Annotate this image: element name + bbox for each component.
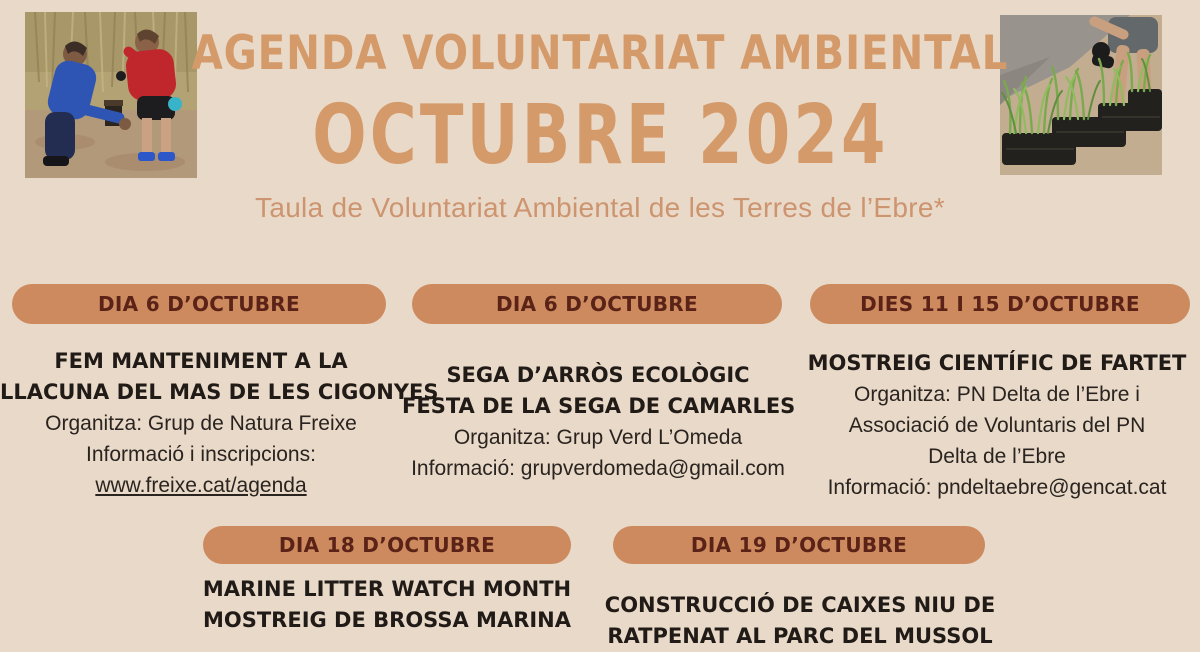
- event-title: MOSTREIG DE BROSSA MARINA: [202, 608, 572, 632]
- event-info: Informació i inscripcions:: [86, 443, 316, 466]
- event-organizer: Organitza: PN Delta de l’Ebre i: [854, 383, 1140, 406]
- event-organizer: Organitza: Grup Verd L’Omeda: [453, 426, 743, 449]
- event-title: SEGA D’ARRÒS ECOLÒGIC: [446, 363, 750, 387]
- date-badge-oct6-mid: DIA 6 D’OCTUBRE: [412, 284, 782, 324]
- event-title: FEM MANTENIMENT A LA: [54, 349, 348, 373]
- event-info: Informació: pndeltaebre@gencat.cat: [827, 476, 1167, 499]
- event-title: MOSTREIG CIENTÍFIC DE FARTET: [807, 351, 1187, 375]
- poster-month-title: OCTUBRE 2024: [311, 88, 889, 183]
- event-title: MARINE LITTER WATCH MONTH: [202, 577, 572, 601]
- date-badge-oct6-left: DIA 6 D’OCTUBRE: [12, 284, 386, 324]
- event-sega-arros: [402, 360, 794, 484]
- event-link[interactable]: www.freixe.cat/agenda: [95, 474, 307, 497]
- date-badge-oct18: DIA 18 D’OCTUBRE: [203, 526, 571, 564]
- date-badge-oct11-15: DIES 11 I 15 D’OCTUBRE: [810, 284, 1190, 324]
- event-marine-litter: [187, 574, 587, 636]
- poster-title: AGENDA VOLUNTARIAT AMBIENTAL: [191, 26, 1009, 81]
- event-organizer: Organitza: Grup de Natura Freixe: [45, 412, 357, 435]
- poster-subtitle: Taula de Voluntariat Ambiental de les Terres de l’Ebre*: [255, 192, 945, 223]
- event-organizer: Delta de l’Ebre: [928, 445, 1066, 468]
- event-info: Informació: grupverdomeda@gmail.com: [411, 457, 785, 480]
- event-title: LLACUNA DEL MAS DE LES CIGONYES: [0, 380, 439, 404]
- event-organizer: Associació de Voluntaris del PN: [848, 414, 1146, 437]
- event-title: FESTA DE LA SEGA DE CAMARLES: [402, 394, 796, 418]
- event-title: CONSTRUCCIÓ DE CAIXES NIU DE: [604, 593, 996, 617]
- event-fartet: [798, 348, 1196, 503]
- event-freixe: [0, 346, 439, 501]
- event-title: RATPENAT AL PARC DEL MUSSOL: [607, 624, 993, 648]
- date-badge-oct19: DIA 19 D’OCTUBRE: [613, 526, 985, 564]
- event-caixes-niu: [600, 590, 1000, 652]
